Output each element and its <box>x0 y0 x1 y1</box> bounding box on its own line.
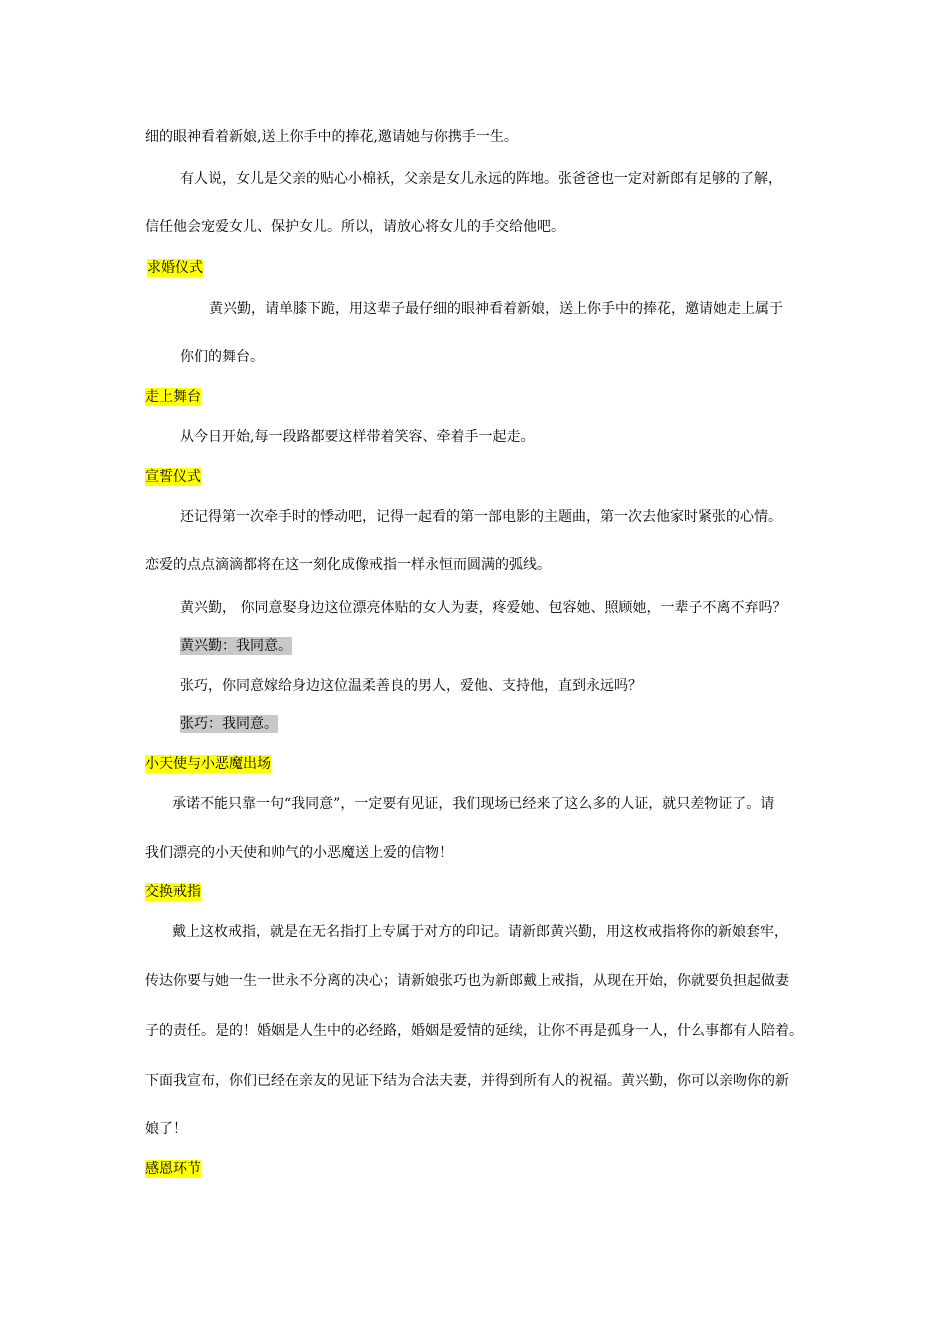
paragraph-line: 子的责任。是的！婚姻是人生中的必经路，婚姻是爱情的延续，让你不再是孤身一人，什么事都有人陪着。 <box>145 1023 803 1039</box>
paragraph-line: 有人说，女儿是父亲的贴心小棉袄，父亲是女儿永远的阵地。张爸爸也一定对新郎有足够的了解， <box>180 171 782 187</box>
section-heading-vow: 宣誓仪式 <box>145 469 201 485</box>
paragraph-line: 娘了！ <box>145 1121 187 1137</box>
paragraph-line: 恋爱的点点滴滴都将在这一刻化成像戒指一样永恒而圆满的弧线。 <box>145 557 551 573</box>
section-heading-proposal: 求婚仪式 <box>147 260 203 276</box>
answer-line: 黄兴勤：我同意。 <box>180 638 292 654</box>
answer-line: 张巧：我同意。 <box>180 716 278 732</box>
section-heading-thanks: 感恩环节 <box>145 1161 201 1177</box>
paragraph-line: 黄兴勤，请单膝下跪，用这辈子最仔细的眼神看着新娘，送上你手中的捧花，邀请她走上属于 <box>209 301 783 317</box>
paragraph-line: 细的眼神看着新娘,送上你手中的捧花,邀请她与你携手一生。 <box>145 129 518 145</box>
paragraph-line: 承诺不能只靠一句“我同意”，一定要有见证，我们现场已经来了这么多的人证，就只差物证了。请 <box>172 796 775 812</box>
section-heading-stage: 走上舞台 <box>145 389 201 405</box>
paragraph-line: 张巧，你同意嫁给身边这位温柔善良的男人，爱他、支持他，直到永远吗？ <box>180 678 642 694</box>
paragraph-line: 还记得第一次牵手时的悸动吧，记得一起看的第一部电影的主题曲，第一次去他家时紧张的心情。 <box>180 509 782 525</box>
paragraph-line: 下面我宣布，你们已经在亲友的见证下结为合法夫妻，并得到所有人的祝福。黄兴勤，你可以亲吻你的新 <box>145 1073 789 1089</box>
paragraph-line: 传达你要与她一生一世永不分离的决心；请新娘张巧也为新郎戴上戒指，从现在开始，你就要负担起做妻 <box>145 973 789 989</box>
section-heading-angels: 小天使与小恶魔出场 <box>145 756 271 772</box>
paragraph-line: 我们漂亮的小天使和帅气的小恶魔送上爱的信物！ <box>145 845 453 861</box>
paragraph-line: 信任他会宠爱女儿、保护女儿。所以，请放心将女儿的手交给他吧。 <box>145 219 565 235</box>
paragraph-line: 戴上这枚戒指，就是在无名指打上专属于对方的印记。请新郎黄兴勤，用这枚戒指将你的新娘套牢， <box>172 924 788 940</box>
paragraph-line: 黄兴勤， 你同意娶身边这位漂亮体贴的女人为妻，疼爱她、包容她、照顾她，一辈子不离不弃吗？ <box>180 600 787 616</box>
paragraph-line: 你们的舞台。 <box>180 349 264 365</box>
paragraph-line: 从今日开始,每一段路都要这样带着笑容、牵着手一起走。 <box>180 429 535 445</box>
section-heading-rings: 交换戒指 <box>145 884 201 900</box>
